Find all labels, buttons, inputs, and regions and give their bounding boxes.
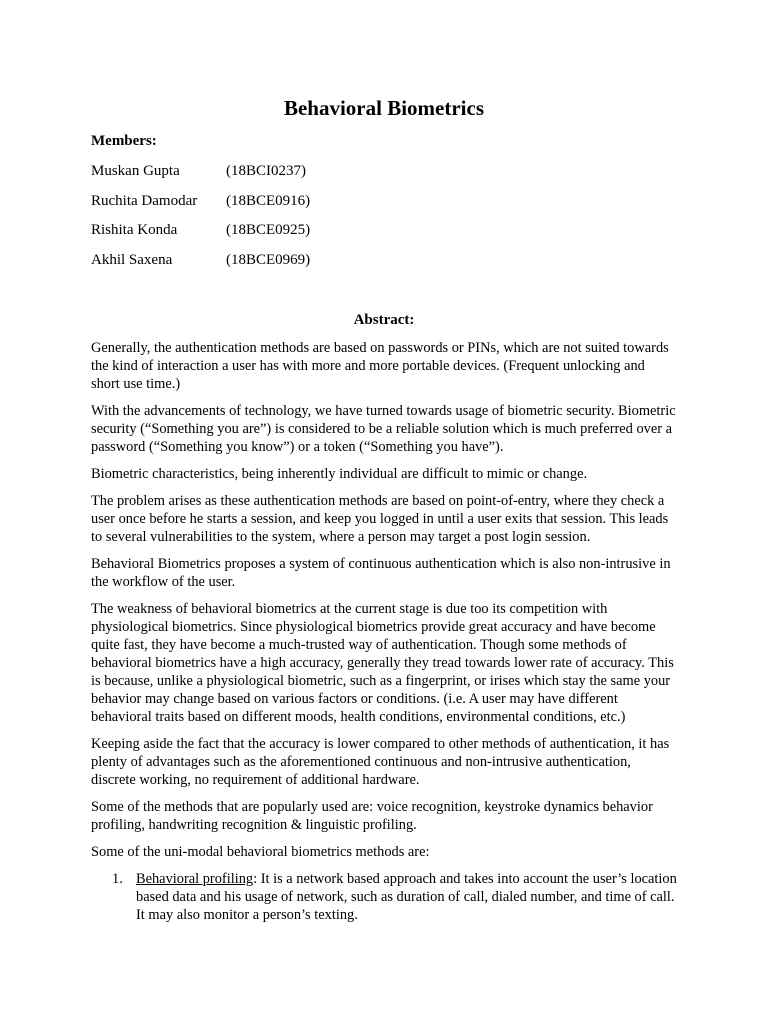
member-name: Ruchita Damodar (91, 193, 198, 209)
member-id: (18BCI0237) (226, 163, 306, 179)
paragraph: Some of the uni-modal behavioral biometrics methods are: (91, 844, 430, 860)
list-text: : It is a network based approach and takes into account the user’s location based data and his usage of network, such as duration of call, dialed number, and time of call. It may also monitor a person’s texting. (136, 871, 677, 923)
list-item (91, 870, 677, 924)
document-title: Behavioral Biometrics (283, 96, 485, 120)
member-id: (18BCE0969) (226, 252, 311, 268)
paragraph: Generally, the authentication methods are based on passwords or PINs, which are not suited towards the kind of interaction a user has with more and more portable devices. (Frequent unlocking and short use time.) (91, 340, 669, 392)
paragraph: Biometric characteristics, being inherently individual are difficult to mimic or change. (91, 466, 588, 482)
paragraph: The problem arises as these authentication methods are based on point-of-entry, where they check a user once before he starts a session, and keep you logged in until a user exits that session. This leads to several vulnerabilities to the system, where a person may target a post login session. (91, 493, 669, 545)
member-name: Akhil Saxena (91, 252, 173, 268)
abstract-body (91, 339, 677, 924)
list-number: 1. (112, 871, 123, 887)
paragraph: Behavioral Biometrics proposes a system of continuous authentication which is also non-intrusive in the workflow of the user. (91, 556, 671, 590)
member-name: Rishita Konda (91, 222, 178, 238)
paragraph: With the advancements of technology, we have turned towards usage of biometric security. Biometric security (“Something you are”) is considered to be a reliable solution which is much preferred over a password (“Something you know”) or a token (“Something you have”). (91, 403, 676, 455)
member-name: Muskan Gupta (91, 163, 180, 179)
paragraph: Keeping aside the fact that the accuracy is lower compared to other methods of authentication, it has plenty of advantages such as the aforementioned continuous and non-intrusive authentication, discrete working, no requirement of additional hardware. (91, 736, 670, 788)
member-id: (18BCE0925) (226, 222, 311, 238)
members-heading: Members: (91, 133, 157, 149)
abstract-heading: Abstract: (353, 312, 415, 328)
member-id: (18BCE0916) (226, 193, 311, 209)
methods-list (91, 870, 677, 924)
paragraph: Some of the methods that are popularly used are: voice recognition, keystroke dynamics behavior profiling, handwriting recognition & linguistic profiling. (91, 799, 653, 833)
paragraph: The weakness of behavioral biometrics at the current stage is due too its competition with physiological biometrics. Since physiological biometrics provide great accuracy and have become quite fast, they have become a much-trusted way of authentication. Though some methods of behavioral biometrics have a high accuracy, generally they tread towards lower rate of accuracy. This is because, unlike a physiological biometric, such as a fingerprint, or irises which stay the same your behavior may change based on various factors or conditions. (i.e. A user may have different behavioral traits based on different moods, health conditions, environmental conditions, etc.) (91, 601, 674, 725)
list-term: Behavioral profiling (136, 871, 254, 887)
